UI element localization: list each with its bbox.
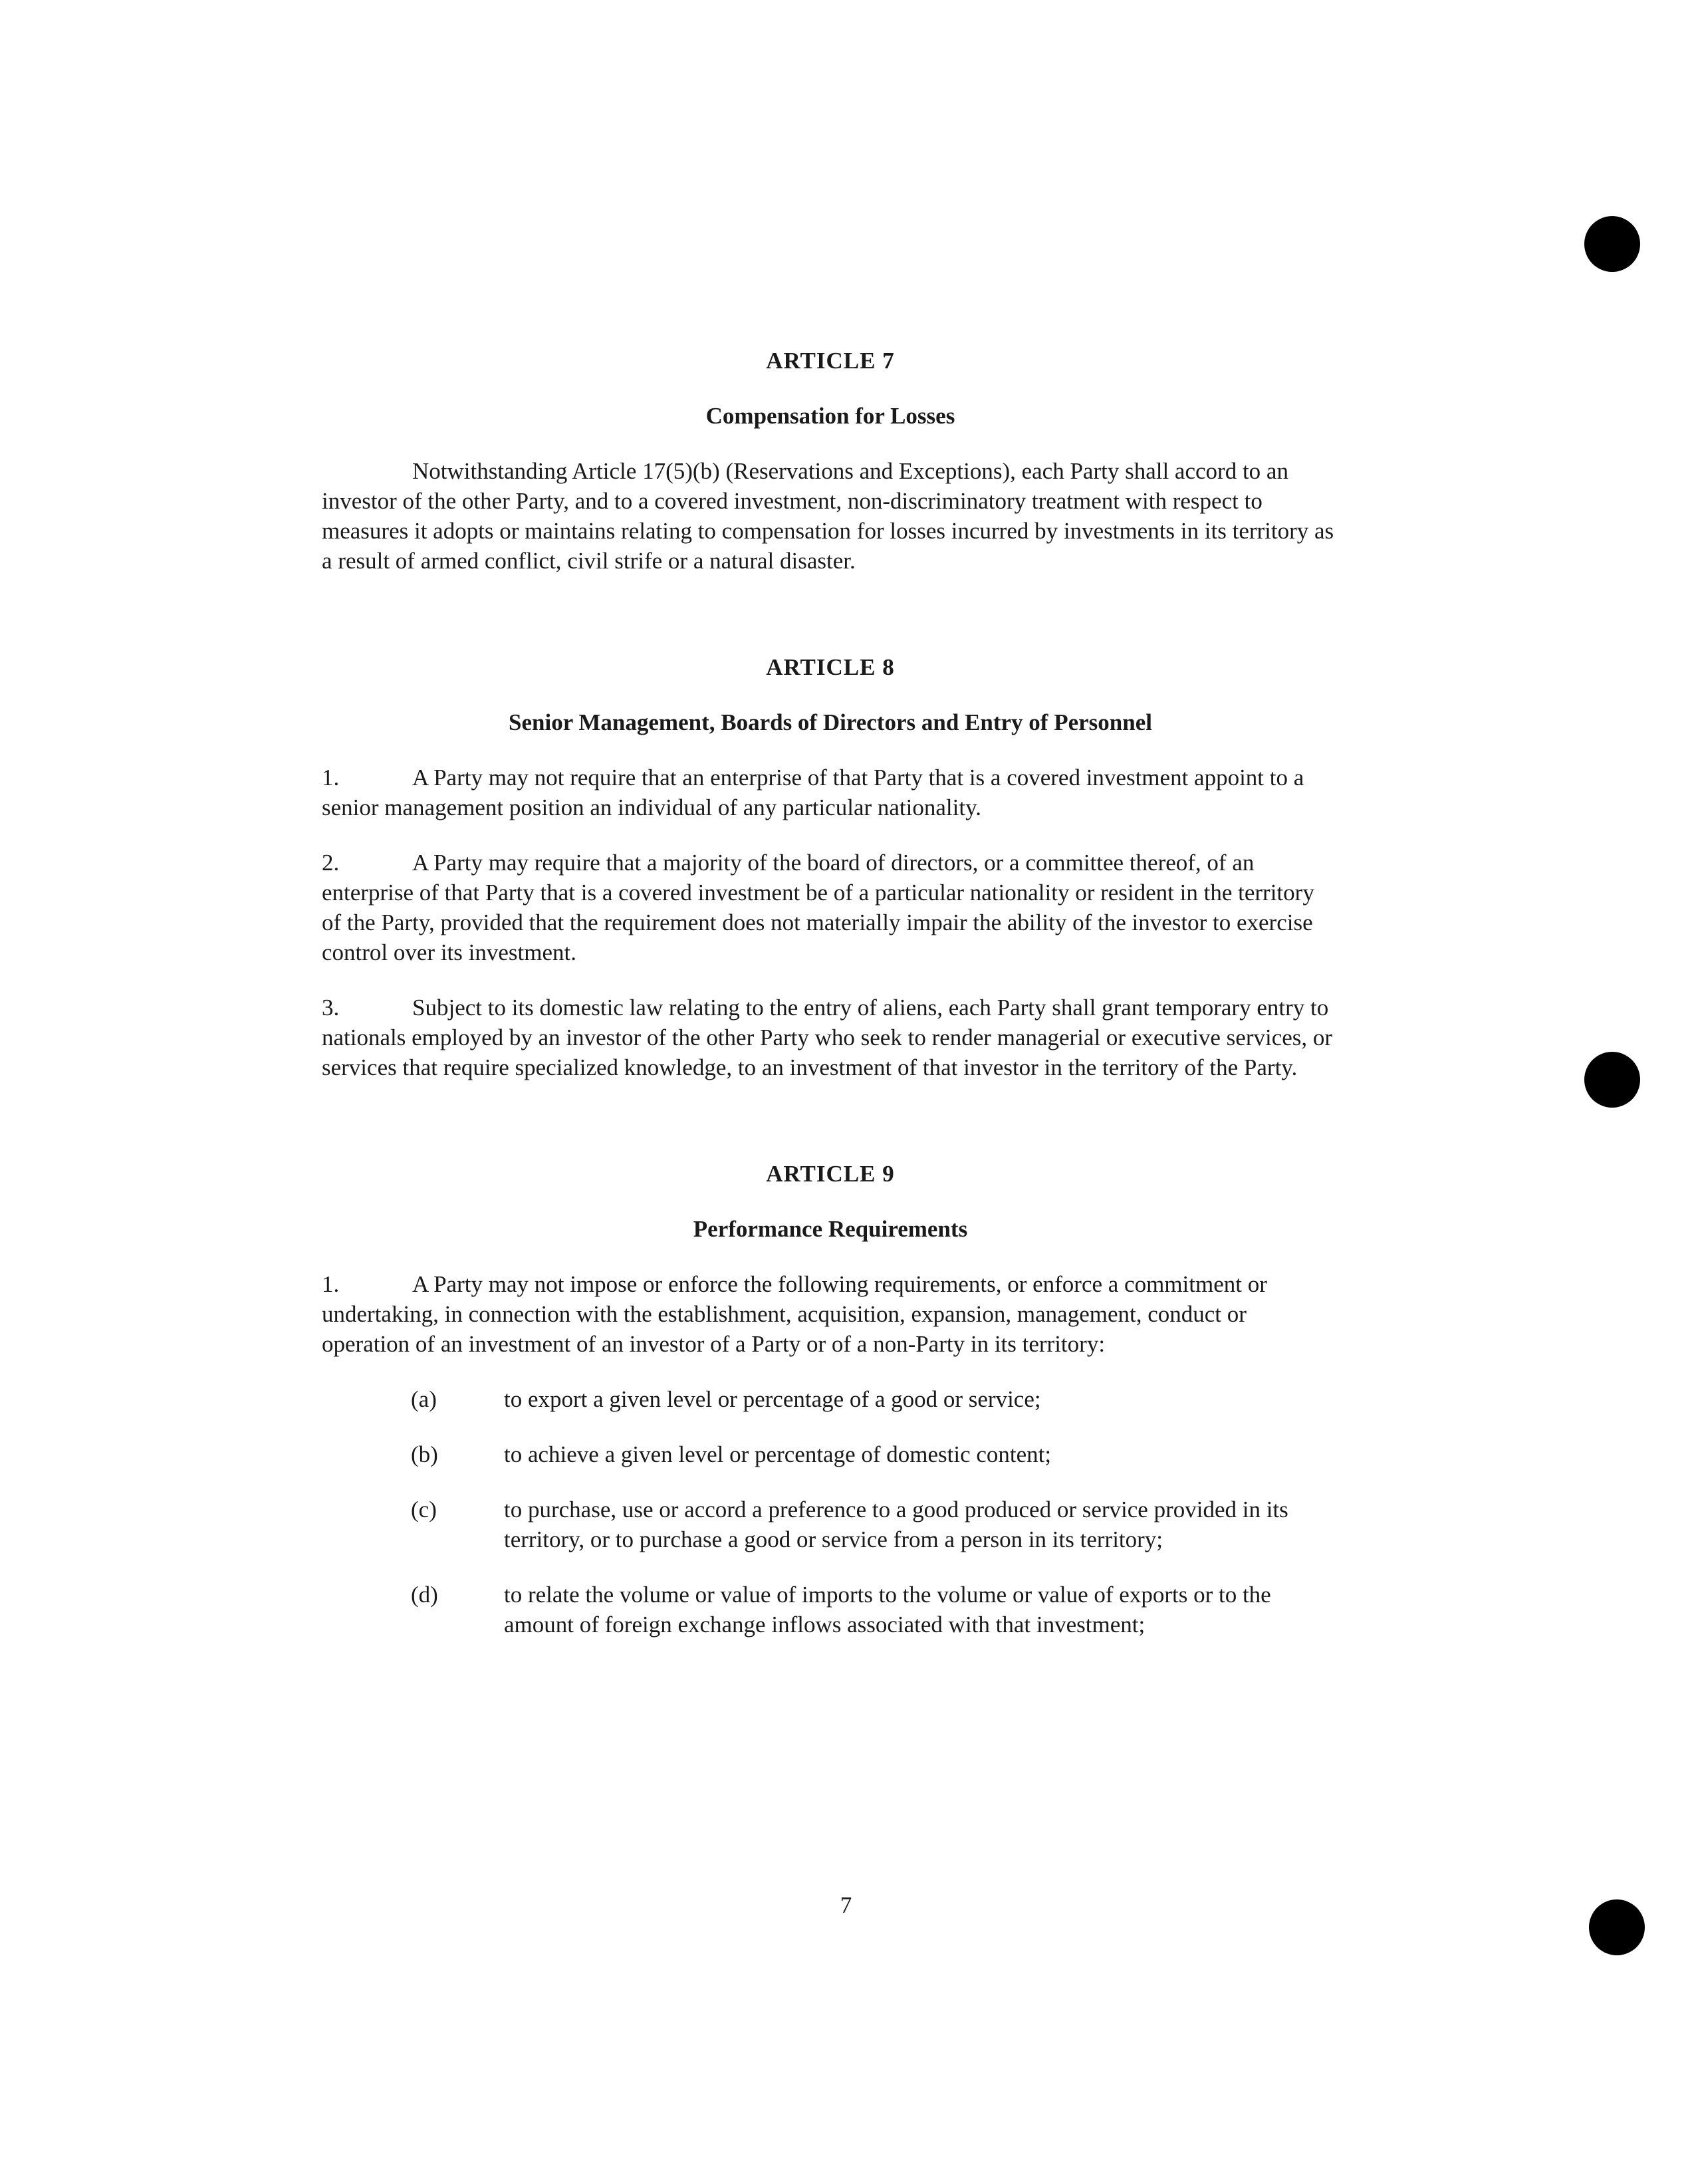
punch-hole-top [1584,216,1640,272]
article-title: ARTICLE 8 [766,654,895,680]
article-8 [322,652,1339,1082]
punch-hole-middle [1584,1052,1640,1108]
article-subtitle: Senior Management, Boards of Directors and Entry of Personnel [509,709,1152,735]
paragraph-number: 3. [322,995,340,1021]
article-9 [322,1159,1339,1639]
article-subtitle: Compensation for Losses [705,403,955,429]
numbered-paragraph [322,993,1339,1082]
article-title: ARTICLE 7 [766,348,895,374]
paragraph-number: 1. [322,1271,340,1297]
document-body [322,346,1339,1665]
list-item [411,1495,1339,1554]
item-label: (c) [411,1497,437,1522]
requirement-list [322,1384,1339,1639]
numbered-paragraph [322,1269,1339,1359]
item-text: to relate the volume or value of imports to the volume or value of exports or to the amount of foreign exchange inflows associated with that investment; [504,1582,1271,1638]
numbered-paragraph [322,848,1339,967]
item-label: (a) [411,1386,437,1412]
item-text: to achieve a given level or percentage of domestic content; [504,1441,1052,1467]
page-number: 7 [840,1892,852,1918]
article-subtitle: Performance Requirements [693,1216,968,1242]
article-7 [322,346,1339,576]
paragraph-number: 2. [322,850,340,876]
paragraph-text: A Party may not require that an enterprise of that Party that is a covered investment appoint to a senior management position an individual of any particular nationality. [322,765,1304,820]
item-text: to export a given level or percentage of a good or service; [504,1386,1041,1412]
item-label: (b) [411,1441,438,1467]
list-item [411,1439,1339,1469]
list-item [411,1384,1339,1414]
numbered-paragraph [322,763,1339,822]
list-item [411,1580,1339,1639]
paragraph-text: Subject to its domestic law relating to the entry of aliens, each Party shall grant temporary entry to nationals employed by an investor of the other Party who seek to render managerial or executive services, or services that require specialized knowledge, to an investment of that investor in the territory of the Party. [322,995,1333,1080]
item-label: (d) [411,1582,438,1608]
paragraph-text: A Party may require that a majority of the board of directors, or a committee thereof, of an enterprise of that Party that is a covered investment be of a particular nationality or resident in the territory of the Party, provided that the requirement does not materially impair the ability of the investor to exercise control over its investment. [322,850,1314,965]
paragraph-text: A Party may not impose or enforce the following requirements, or enforce a commitment or undertaking, in connection with the establishment, acquisition, expansion, management, conduct or operation of an investment of an investor of a Party or of a non-Party in its territory: [322,1271,1267,1357]
article-title: ARTICLE 9 [766,1161,895,1187]
item-text: to purchase, use or accord a preference to a good produced or service provided in its territory, or to purchase a good or service from a person in its territory; [504,1497,1288,1552]
paragraph-number: 1. [322,765,340,790]
article-paragraph: Notwithstanding Article 17(5)(b) (Reservations and Exceptions), each Party shall accord to an investor of the other Party, and to a covered investment, non-discriminatory treatment with respect to measures it adopts or maintains relating to compensation for losses incurred by investments in its territory as a result of armed conflict, civil strife or a natural disaster. [322,458,1334,574]
